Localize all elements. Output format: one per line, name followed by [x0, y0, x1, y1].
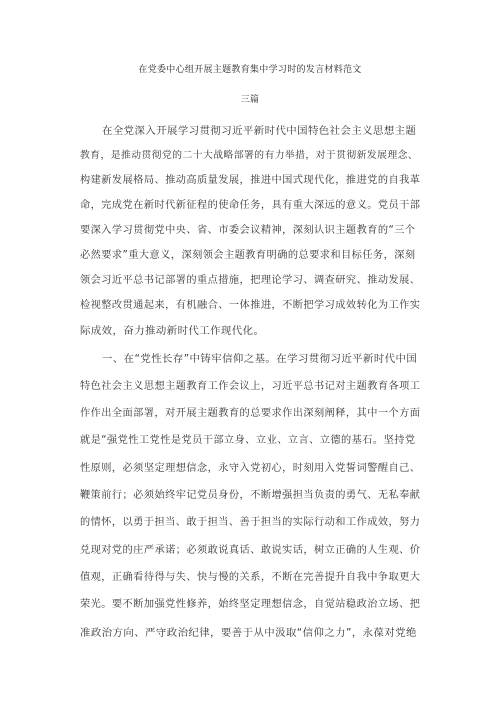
body-text-line: 必然要求”重大意义，深刻领会主题教育明确的总要求和目标任务，深刻: [80, 250, 416, 261]
body-text-line: 教育，是推动贯彻党的二十大战略部署的有力举措，对于贯彻新发展理念、: [80, 150, 419, 161]
body-text-line: 命，完成党在新时代新征程的使命任务，具有重大深远的意义。党员干部: [80, 200, 421, 211]
body-text-line: 际成效，奋力推动新时代工作现代化。: [80, 325, 265, 337]
body-text-line: 在全党深入开展学习贯彻习近平新时代中国特色社会主义思想主题: [102, 125, 417, 137]
body-text-line: 的情怀，以勇于担当、敢于担当、善于担当的实际行动和工作成效，努力: [80, 517, 421, 528]
body-text-line: 准政治方向、严守政治纪律，要善于从中汲取“信仰之力”，永葆对党绝: [80, 627, 417, 639]
body-text-line: 性原则，必须坚定理想信念，永守入党初心，时刻用入党誓词警醒自己、: [80, 463, 421, 474]
body-text-line: 特色社会主义思想主题教育工作会议上，习近平总书记对主题教育各项工: [80, 381, 421, 392]
document-title-line-1: 在党委中心组开展主题教育集中学习时的发言材料范文: [138, 65, 362, 75]
body-text-line: 检视整改贯通起来，有机融合、一体推进，不断把学习成效转化为工作实: [80, 300, 421, 311]
body-text-line: 值观，正确看待得与失、快与慢的关系，不断在完善提升自我中争取更大: [80, 572, 421, 583]
body-text-line: 就是“强党性工党性是党员干部立身、立业、立言、立德的基石。坚持党: [80, 435, 416, 446]
body-text-line: 构建新发展格局、推动高质量发展，推进中国式现代化，推进党的自我革: [80, 175, 421, 186]
body-text-line: 要深入学习贯彻党中央、省、市委会议精神，深刻认识主题教育的“三个: [80, 225, 416, 236]
body-text-line: 作作出全面部署，对开展主题教育的总要求作出深刻阐释，其中一个方面: [80, 408, 421, 419]
body-text-line: 一、在“党性长存”中铸牢信仰之基。在学习贯彻习近平新时代中国: [102, 353, 418, 365]
body-text-line: 领会习近平总书记部署的重点措施，把理论学习、调查研究、推动发展、: [80, 275, 421, 286]
body-text-line: 兑现对党的庄严承诺；必须敢说真话、敢说实话，树立正确的人生观、价: [80, 545, 421, 556]
body-text-line: 荣光。要不断加强党性修养，始终坚定理想信念，自觉站稳政治立场、把: [80, 599, 421, 610]
document-title-line-2: 三篇: [240, 95, 260, 105]
body-text-line: 鞭策前行；必须始终牢记党员身份，不断增强担当负责的勇气、无私奉献: [80, 490, 421, 501]
